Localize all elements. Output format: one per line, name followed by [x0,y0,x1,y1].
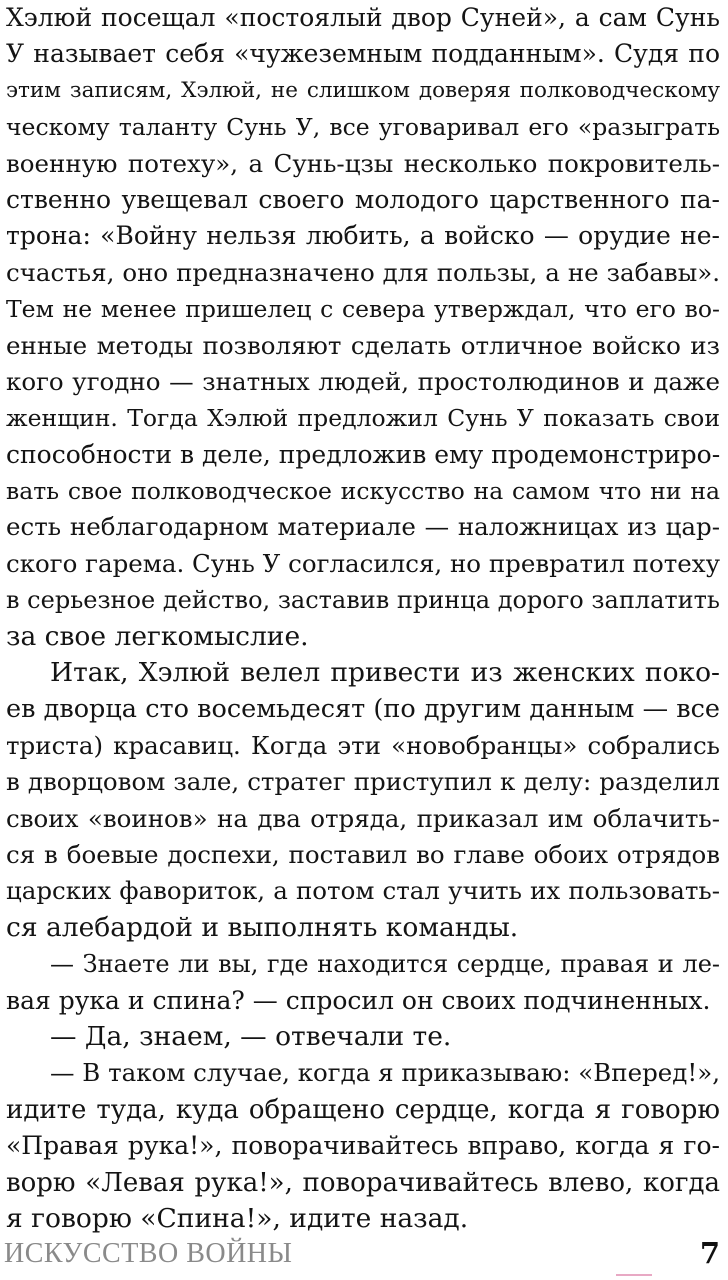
text-line: есть неблагодарном материале — наложницах из цар- [6,512,720,542]
text-line: «Правая рука!», поворачивайтесь вправо, когда я го- [6,1131,720,1161]
running-head: ИСКУССТВО ВОЙНЫ [4,1238,293,1269]
text-line: ся в боевые доспехи, поставил во главе обоих отрядов [6,839,720,869]
text-line: ственно увещевал своего молодого царственного па- [6,184,720,214]
body-text [6,0,720,1237]
text-line: ев дворца сто восемьдесят (по другим данным — все [6,694,720,725]
text-line: — Знаете ли вы, где находится сердце, правая и ле- [50,950,720,979]
text-line: в дворцовом зале, стратег приступил к делу: разделил [6,767,720,797]
text-line: своих «воинов» на два отряда, приказал им облачить- [6,803,720,833]
text-line: трона: «Войну нельзя любить, а войско — орудие не- [6,221,720,251]
text-line: вая рука и спина? — спросил он своих подчиненных. [6,985,711,1015]
text-line: У называет себя «чужеземным подданным». Судя по [6,39,720,69]
text-line: царских фавориток, а потом стал учить их пользовать- [6,876,720,906]
text-line: идите туда, куда обращено сердце, когда я говорю [6,1094,720,1125]
text-line: вать свое полководческое искусство на самом что ни на [6,477,720,506]
text-line: ского гарема. Сунь У согласился, но превратил потеху [6,548,720,578]
text-line: Итак, Хэлюй велел привести из женских поко- [50,657,720,689]
text-line: этим записям, Хэлюй, не слишком доверяя полководческому [6,77,720,103]
text-line: триста) красавиц. Когда эти «новобранцы» собрались [6,730,720,760]
text-line: — Да, знаем, — отвечали те. [50,1020,452,1052]
text-line: Хэлюй посещал «постоялый двор Суней», а сам Сунь [6,3,720,32]
pink-mark [616,1274,652,1276]
text-line: за свое легкомыслие. [6,620,309,652]
text-line: в серьезное действо, заставив принца дорого заплатить [6,586,720,615]
page-number: 7 [699,1236,720,1270]
text-line: — В таком случае, когда я приказываю: «Вперед!», [50,1058,720,1088]
text-line: счастья, оно предназначено для пользы, а не забавы». [6,257,720,287]
text-line: женщин. Тогда Хэлюй предложил Сунь У показать свои [6,404,720,433]
text-line: военную потеху», а Сунь-цзы несколько покровитель- [6,148,720,178]
text-line: ся алебардой и выполнять команды. [6,911,519,943]
text-line: енные методы позволяют сделать отличное войско из [6,330,720,360]
text-line: кого угодно — знатных людей, простолюдинов и даже [6,366,720,396]
page-footer [0,1236,728,1276]
text-line: Тем не менее пришелец с севера утверждал, что его во- [6,295,720,324]
text-line: способности в деле, предложив ему продемонстриро- [6,439,720,469]
text-line: ческому таланту Сунь У, все уговаривал его «разыграть [6,113,720,142]
text-line: ворю «Левая рука!», поворачивайтесь влево, когда [6,1167,720,1198]
text-line: я говорю «Спина!», идите назад. [6,1202,469,1234]
